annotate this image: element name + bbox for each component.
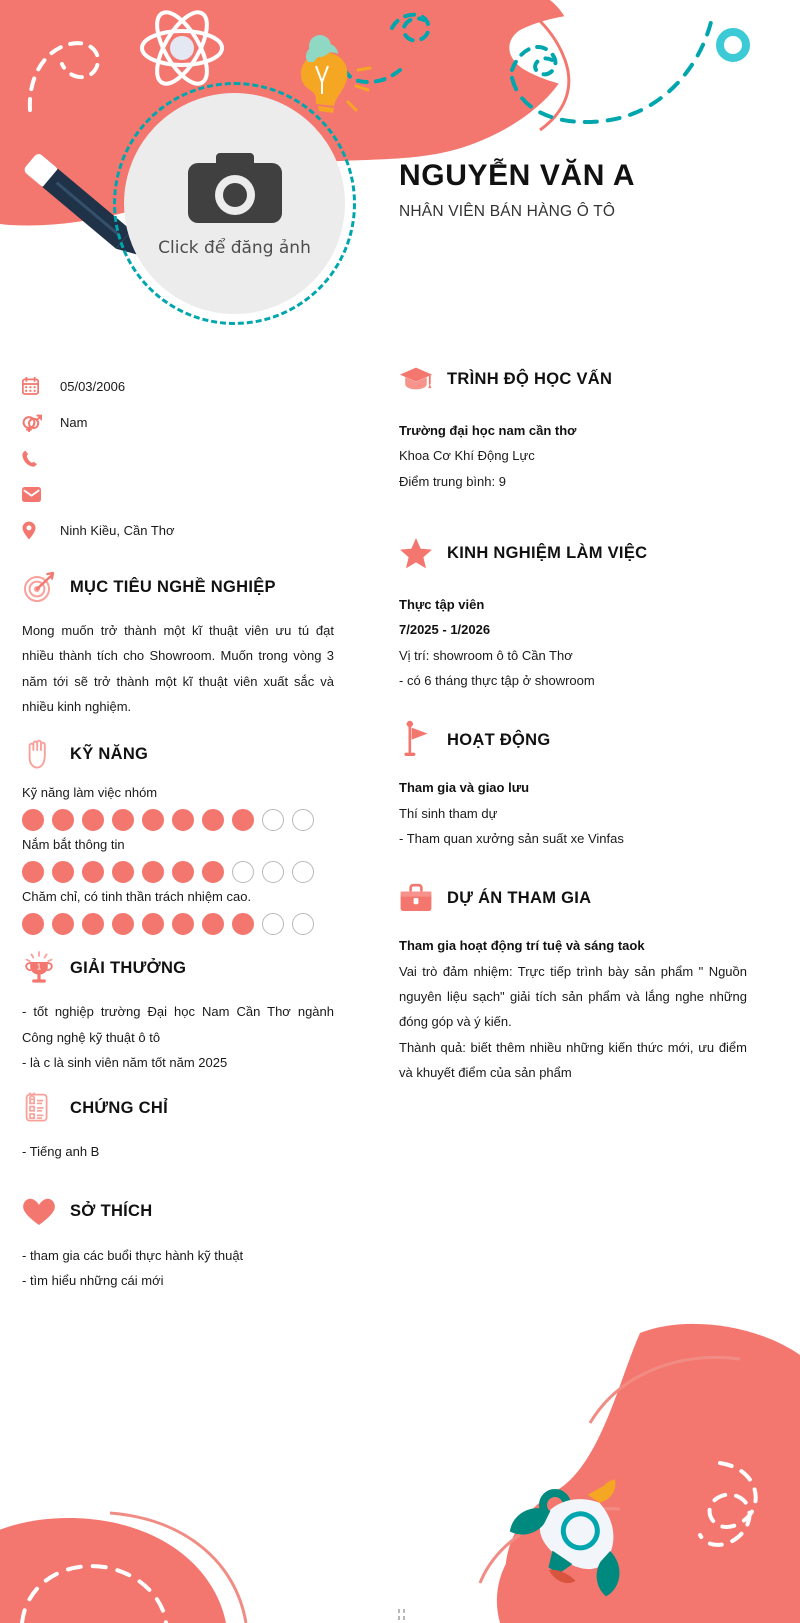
- section-hobbies: [22, 1195, 334, 1294]
- section-header: [22, 951, 334, 985]
- education-list: [399, 418, 747, 494]
- avatar-placeholder[interactable]: [124, 93, 345, 314]
- skill-item: [22, 837, 334, 883]
- section-experience: [399, 536, 747, 693]
- skill-dot[interactable]: [172, 809, 194, 831]
- skill-dot[interactable]: [82, 809, 104, 831]
- activity-line: - Tham quan xưởng sản suất xe Vinfas: [399, 831, 624, 847]
- heart-icon: [22, 1195, 56, 1229]
- objective-text: Mong muốn trở thành một kĩ thuật viên ưu tú đạt nhiều thành tích cho Showroom. Muốn trong vòng 3 năm tới sẽ trở thành một kĩ thuật viên xuất sắc và nhiều kinh nghiệm.: [22, 623, 334, 715]
- skill-dot[interactable]: [52, 913, 74, 935]
- skill-dot[interactable]: [112, 861, 134, 883]
- activities-list: [399, 775, 747, 851]
- skill-item: [22, 785, 334, 831]
- flag-icon: [399, 723, 433, 757]
- skill-dot[interactable]: [142, 809, 164, 831]
- skill-dot[interactable]: [292, 913, 314, 935]
- avatar-upload-label: Click để đăng ảnh: [158, 238, 311, 258]
- experience-line: - có 6 tháng thực tập ở showroom: [399, 673, 595, 689]
- section-activities: [399, 723, 747, 851]
- hobbies-list: [22, 1243, 334, 1294]
- contact-value: 05/03/2006: [60, 378, 126, 394]
- section-skills: [22, 737, 334, 935]
- email-icon: [22, 487, 48, 502]
- project-line: Vai trò đảm nhiệm: Trực tiếp trình bày sản phẩm " Nguồn nguyên liệu sạch" giải tích sản phẩm và lắng nghe những đóng góp và ý kiến.: [399, 963, 747, 1030]
- skill-dot[interactable]: [202, 861, 224, 883]
- skill-dot[interactable]: [202, 913, 224, 935]
- skill-dot[interactable]: [172, 913, 194, 935]
- skill-dot[interactable]: [232, 861, 254, 883]
- activity-line: Tham gia và giao lưu: [399, 780, 530, 796]
- section-header: [399, 362, 747, 396]
- skill-rating[interactable]: [22, 809, 334, 831]
- skill-dot[interactable]: [142, 913, 164, 935]
- projects-list: [399, 933, 747, 1085]
- certificate-line: - Tiếng anh B: [22, 1144, 100, 1160]
- contact-list: [22, 368, 334, 548]
- section-header: [22, 570, 334, 604]
- skill-dot[interactable]: [112, 809, 134, 831]
- job-title: NHÂN VIÊN BÁN HÀNG Ô TÔ: [399, 203, 616, 220]
- section-header: [22, 737, 334, 771]
- section-objective: [22, 570, 334, 719]
- section-projects: [399, 881, 747, 1085]
- contact-row-gender[interactable]: [22, 404, 334, 440]
- contact-row-email[interactable]: [22, 476, 334, 512]
- experience-line: 7/2025 - 1/2026: [399, 622, 491, 638]
- section-header: [399, 723, 747, 757]
- hand-icon: [22, 737, 56, 771]
- skill-list: [22, 785, 334, 935]
- skill-dot[interactable]: [22, 913, 44, 935]
- skill-label: Kỹ năng làm việc nhóm: [22, 785, 158, 801]
- contact-row-address[interactable]: [22, 512, 334, 548]
- skill-dot[interactable]: [262, 861, 284, 883]
- section-header: [399, 536, 747, 570]
- contact-row-phone[interactable]: [22, 440, 334, 476]
- skill-dot[interactable]: [112, 913, 134, 935]
- skill-dot[interactable]: [262, 809, 284, 831]
- skill-dot[interactable]: [292, 861, 314, 883]
- footer-decoration: [0, 1323, 800, 1623]
- experience-list: [399, 592, 747, 693]
- hobby-line: - tham gia các buổi thực hành kỹ thuật: [22, 1247, 244, 1263]
- target-icon: [22, 570, 56, 604]
- skill-dot[interactable]: [232, 913, 254, 935]
- skill-label: Nắm bắt thông tin: [22, 837, 125, 853]
- skill-dot[interactable]: [232, 809, 254, 831]
- location-pin-icon: [22, 521, 48, 540]
- avatar-upload[interactable]: [113, 82, 356, 325]
- award-line: - tốt nghiệp trường Đại học Nam Cần Thơ ngành Công nghệ kỹ thuật ô tô: [22, 1004, 334, 1045]
- camera-icon: [186, 149, 284, 232]
- left-column: [22, 368, 334, 1293]
- skill-dot[interactable]: [22, 809, 44, 831]
- contact-value: Ninh Kiều, Cần Thơ: [60, 522, 175, 538]
- section-certificates: [22, 1091, 334, 1164]
- section-header: [22, 1091, 334, 1125]
- skill-dot[interactable]: [52, 861, 74, 883]
- skill-dot[interactable]: [22, 861, 44, 883]
- skill-item: [22, 889, 334, 935]
- section-title: MỤC TIÊU NGHỀ NGHIỆP: [70, 577, 276, 596]
- contact-row-birthdate[interactable]: [22, 368, 334, 404]
- right-column: [399, 362, 747, 1086]
- section-education: [399, 362, 747, 494]
- award-line: - là c là sinh viên năm tốt năm 2025: [22, 1055, 228, 1071]
- phone-icon: [22, 450, 48, 467]
- skill-dot[interactable]: [262, 913, 284, 935]
- section-title: KINH NGHIỆM LÀM VIỆC: [447, 543, 648, 562]
- section-title: GIẢI THƯỞNG: [70, 958, 187, 977]
- hobby-line: - tìm hiểu những cái mới: [22, 1273, 164, 1289]
- section-title: HOẠT ĐỘNG: [447, 730, 551, 749]
- experience-line: Thực tập viên: [399, 597, 485, 613]
- skill-dot[interactable]: [202, 809, 224, 831]
- skill-dot[interactable]: [82, 861, 104, 883]
- svg-text:1: 1: [36, 962, 42, 972]
- section-header: [399, 881, 747, 915]
- section-title: DỰ ÁN THAM GIA: [447, 888, 592, 907]
- contact-value: Nam: [60, 414, 88, 430]
- full-name: NGUYỄN VĂN A: [399, 159, 636, 192]
- education-line: Điểm trung bình: 9: [399, 473, 506, 489]
- section-title: KỸ NĂNG: [70, 744, 149, 763]
- section-title: SỞ THÍCH: [70, 1202, 153, 1221]
- skill-rating[interactable]: [22, 861, 334, 883]
- skill-dot[interactable]: [52, 809, 74, 831]
- skill-dot[interactable]: [142, 861, 164, 883]
- calendar-icon: [22, 377, 48, 395]
- section-awards: [22, 951, 334, 1075]
- trophy-icon: [22, 951, 56, 985]
- education-line: Trường đại học nam cần thơ: [399, 423, 577, 438]
- briefcase-icon: [399, 881, 433, 915]
- certificates-list: [22, 1139, 334, 1164]
- skill-dot[interactable]: [172, 861, 194, 883]
- skill-rating[interactable]: [22, 913, 334, 935]
- section-title: TRÌNH ĐỘ HỌC VẤN: [447, 369, 613, 388]
- project-line: Thành quả: biết thêm nhiều những kiến thức mới, ưu điểm và khuyết điểm của sản phẩm: [399, 1039, 747, 1081]
- section-header: [22, 1195, 334, 1229]
- star-icon: [399, 536, 433, 570]
- section-title: CHỨNG CHỈ: [70, 1098, 168, 1117]
- skill-dot[interactable]: [82, 913, 104, 935]
- name-block: [399, 159, 635, 221]
- skill-label: Chăm chỉ, có tinh thần trách nhiệm cao.: [22, 889, 252, 905]
- skill-dot[interactable]: [292, 809, 314, 831]
- experience-line: Vị trí: showroom ô tô Cần Thơ: [399, 647, 573, 663]
- project-line: Tham gia hoạt động trí tuệ và sáng taok: [399, 938, 645, 954]
- education-line: Khoa Cơ Khí Động Lực: [399, 448, 535, 464]
- awards-list: [22, 999, 334, 1075]
- gender-icon: [22, 413, 48, 432]
- activity-line: Thí sinh tham dự: [399, 805, 498, 821]
- checklist-icon: [22, 1091, 56, 1125]
- graduation-cap-icon: [399, 362, 433, 396]
